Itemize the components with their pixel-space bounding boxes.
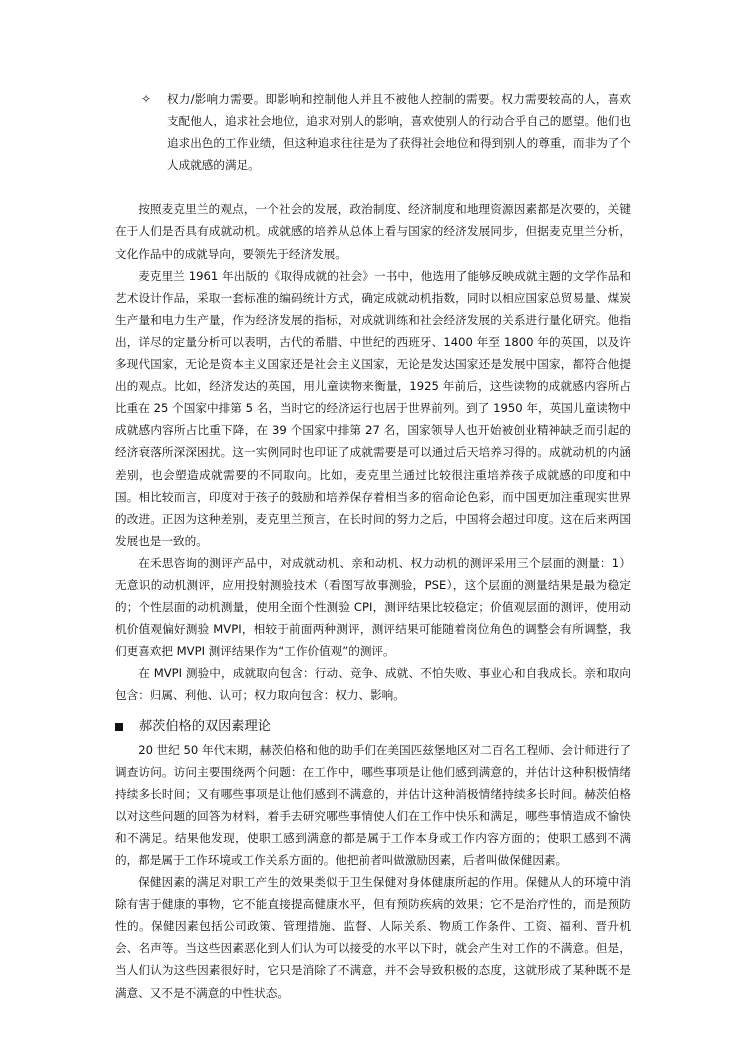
section-heading xyxy=(115,715,631,739)
paragraph-mcclelland-view: 按照麦克里兰的观点，一个社会的发展，政治制度、经济制度和地理资源因素都是次要的，关键在于人们是否具有成就动机。成就感的培养从总体上看与国家的经济发展同步，但据麦克里兰分析，文化作品中的成就导向，要领先于经济发展。 xyxy=(115,202,631,261)
paragraph-assessment-products: 在禾思咨询的测评产品中，对成就动机、亲和动机、权力动机的测评采用三个层面的测量：1）无意识的动机测评，应用投射测验技术（看图写故事测验，PSE），这个层面的测量结果是最为稳定的；个性层面的动机测量，使用全面个性测验 CPI，测评结果比较稳定；价值观层面的测评，使用动机价值观偏好测验 MVPI，相较于前面两种测评，测评结果可能随着岗位角色的调整会有所调整，我们更喜欢把 MVPI 测评结果作为“工作价值观”的测评。 xyxy=(115,555,631,659)
diamond-bullet-icon: ✧ xyxy=(141,92,152,106)
document-body xyxy=(115,88,631,1004)
square-bullet-icon xyxy=(115,723,123,731)
section-title: 郝茨伯格的双因素理论 xyxy=(139,718,271,734)
paragraph-achieving-society: 麦克里兰 1961 年出版的《取得成就的社会》一书中，他选用了能够反映成就主题的文学作品和艺术设计作品，采取一套标准的编码统计方式，确定成就动机指数，同时以相应国家总贸易量、煤炭生产量和电力生产量，作为经济发展的指标，对成就训练和社会经济发展的关系进行量化研究。他指出，详尽的定量分析可以表明，古代的希腊、中世纪的西班牙、1400 年至 1800 年的英国，以及许多现代国家，无论是资本主义国家还是社会主义国家，无论是发达国家还是发展中国家，都符合他提出的观点。比如，经济发达的英国，用儿童读物来衡量，1925 年前后，这些读物的成就感内容所占比重在 25 个国家中排第 5 名，当时它的经济运行也居于世界前列。到了 1950 年，英国儿童读物中成就感内容所占比重下降，在 39 个国家中排第 27 名，国家领导人也开始被创业精神缺乏而引起的经济衰落所深深困扰。这一实例同时也印证了成就需要是可以通过后天培养习得的。成就动机的内涵差别，也会塑造成就需要的不同取向。比如，麦克里兰通过比较很注重培养孩子成就感的印度和中国。相比较而言，印度对于孩子的鼓励和培养保存着相当多的宿命论色彩，而中国更加注重现实世界的改进。正因为这种差别，麦克里兰预言，在长时间的努力之后，中国将会超过印度。这在后来两国发展也是一致的。 xyxy=(115,268,631,548)
bullet-item-power-need xyxy=(141,88,631,176)
paragraph-mvpi: 在 MVPI 测验中，成就取向包含：行动、竞争、成就、不怕失败、事业心和自我成长。亲和取向包含：归属、利他、认可；权力取向包含：权力、影响。 xyxy=(115,666,631,703)
paragraph-herzberg-study: 20 世纪 50 年代末期，赫茨伯格和他的助手们在美国匹兹堡地区对二百名工程师、会计师进行了调查访问。访问主要围绕两个问题：在工作中，哪些事项是让他们感到满意的，并估计这种积极情绪持续多长时间；又有哪些事项是让他们感到不满意的，并估计这种消极情绪持续多长时间。赫茨伯格以对这些问题的回答为材料，着手去研究哪些事情使人们在工作中快乐和满足，哪些事情造成不愉快和不满足。结果他发现，使职工感到满意的都是属于工作本身或工作内容方面的；使职工感到不满的，都是属于工作环境或工作关系方面的。他把前者叫做激励因素，后者叫做保健因素。 xyxy=(115,742,631,867)
bullet-text: 权力/影响力需要。即影响和控制他人并且不被他人控制的需要。权力需要较高的人，喜欢支配他人，追求社会地位，追求对别人的影响，喜欢使别人的行动合乎自己的愿望。他们也追求出色的工作业绩，但这种追求往往是为了获得社会地位和得到别人的尊重，而非为了个人成就感的满足。 xyxy=(167,92,631,173)
paragraph-gap xyxy=(115,176,631,198)
paragraph-hygiene-factors: 保健因素的满足对职工产生的效果类似于卫生保健对身体健康所起的作用。保健从人的环境中消除有害于健康的事物，它不能直接提高健康水平，但有预防疾病的效果；它不是治疗性的，而是预防性的。保健因素包括公司政策、管理措施、监督、人际关系、物质工作条件、工资、福利、晋升机会、名声等。当这些因素恶化到人们认为可以接受的水平以下时，就会产生对工作的不满意。但是，当人们认为这些因素很好时，它只是消除了不满意，并不会导致积极的态度，这就形成了某种既不是满意、又不是不满意的中性状态。 xyxy=(115,875,631,1000)
